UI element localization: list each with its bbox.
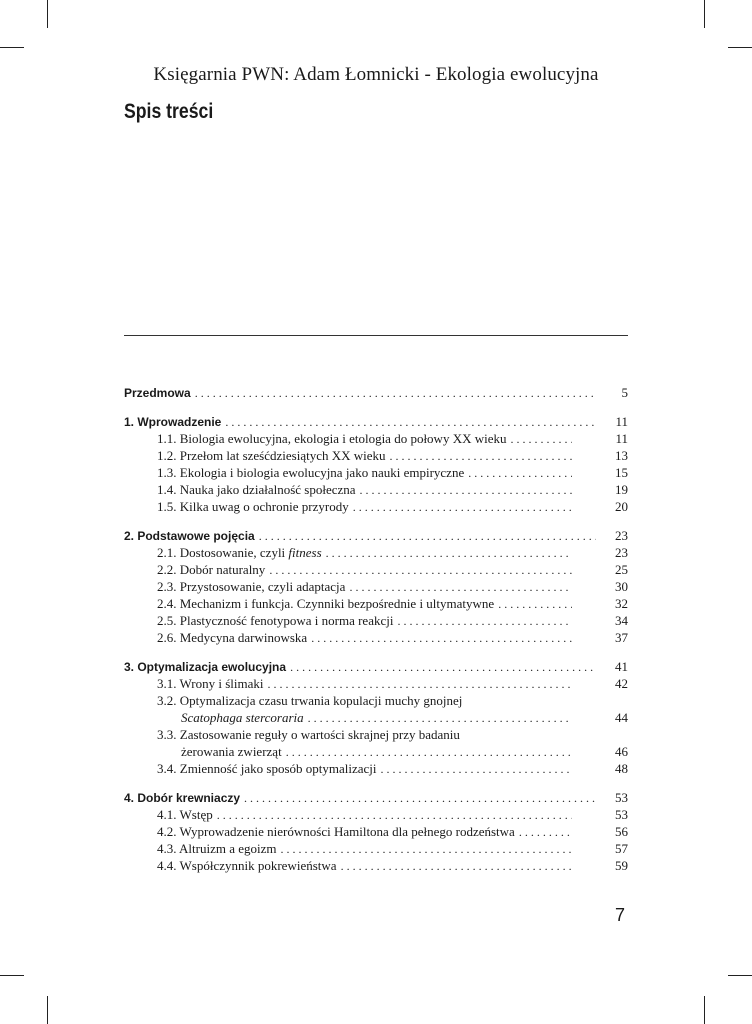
running-header: Księgarnia PWN: Adam Łomnicki - Ekologia ewolucyjna bbox=[153, 64, 599, 85]
toc-page-number: 57 bbox=[615, 841, 628, 856]
toc-page-number: 46 bbox=[615, 744, 628, 759]
toc-item[interactable] bbox=[124, 561, 628, 578]
toc-item-label: 2.6. Medycyna darwinowska bbox=[157, 630, 308, 645]
toc-item[interactable] bbox=[124, 595, 628, 612]
toc-item-label: 3.2. Optymalizacja czasu trwania kopulacji muchy gnojnej bbox=[157, 693, 463, 708]
toc-chapter-title: 4. Dobór krewniaczy bbox=[124, 791, 241, 805]
toc-chapter-heading[interactable] bbox=[124, 413, 628, 430]
leader-dots bbox=[498, 596, 572, 613]
crop-mark bbox=[47, 996, 48, 1024]
toc-page-number: 11 bbox=[615, 414, 628, 429]
toc-item-label: 4.3. Altruizm a egoizm bbox=[157, 841, 277, 856]
toc-item-label: 4.2. Wyprowadzenie nierówności Hamiltona dla pełnego rodzeństwa bbox=[157, 824, 515, 839]
toc-page-number: 32 bbox=[615, 596, 628, 611]
toc-item[interactable] bbox=[124, 760, 628, 777]
toc-page-number: 5 bbox=[621, 385, 628, 400]
toc-page-number: 25 bbox=[615, 562, 628, 577]
crop-mark bbox=[728, 975, 752, 976]
toc-item-label: 1.3. Ekologia i biologia ewolucyjna jako nauki empiryczne bbox=[157, 465, 465, 480]
toc-page-number: 37 bbox=[615, 630, 628, 645]
toc-item[interactable] bbox=[124, 726, 628, 743]
toc-item-label: 4.4. Współczynnik pokrewieństwa bbox=[157, 858, 337, 873]
toc-item[interactable] bbox=[124, 447, 628, 464]
leader-dots bbox=[349, 579, 572, 596]
crop-mark bbox=[704, 0, 705, 28]
leader-dots bbox=[269, 562, 572, 579]
toc-item[interactable] bbox=[124, 675, 628, 692]
leader-dots bbox=[381, 761, 572, 778]
toc-item-continuation[interactable] bbox=[124, 709, 628, 726]
leader-dots bbox=[390, 448, 572, 465]
toc-chapter-heading[interactable] bbox=[124, 658, 628, 675]
toc-item[interactable] bbox=[124, 481, 628, 498]
toc-item-label-continued: Scatophaga stercoraria bbox=[181, 710, 304, 725]
toc-page-number: 59 bbox=[615, 858, 628, 873]
toc-item-label: 1.5. Kilka uwag o ochronie przyrody bbox=[157, 499, 349, 514]
toc-page-number: 13 bbox=[615, 448, 628, 463]
crop-mark bbox=[728, 47, 752, 48]
toc-item[interactable] bbox=[124, 857, 628, 874]
toc-page-number: 23 bbox=[615, 545, 628, 560]
leader-dots bbox=[326, 545, 572, 562]
page-title: Spis treści bbox=[124, 100, 214, 123]
toc-page-number: 53 bbox=[615, 790, 628, 805]
crop-mark bbox=[704, 996, 705, 1024]
leader-dots bbox=[360, 482, 572, 499]
toc-page-number: 48 bbox=[615, 761, 628, 776]
toc-chapter-title: 1. Wprowadzenie bbox=[124, 415, 222, 429]
toc-item[interactable] bbox=[124, 692, 628, 709]
toc-item-label: 2.2. Dobór naturalny bbox=[157, 562, 266, 577]
toc-item[interactable] bbox=[124, 498, 628, 515]
leader-dots bbox=[281, 841, 572, 858]
leader-dots bbox=[519, 824, 572, 841]
toc-item-label: 4.1. Wstęp bbox=[157, 807, 213, 822]
leader-dots bbox=[217, 807, 572, 824]
toc-page-number: 44 bbox=[615, 710, 628, 725]
toc-page-number: 20 bbox=[615, 499, 628, 514]
leader-dots bbox=[225, 414, 596, 431]
toc-page-number: 42 bbox=[615, 676, 628, 691]
toc-item-label: 3.4. Zmienność jako sposób optymalizacji bbox=[157, 761, 377, 776]
toc-chapter bbox=[124, 658, 628, 777]
leader-dots bbox=[511, 431, 573, 448]
toc-item-label: 3.1. Wrony i ślimaki bbox=[157, 676, 264, 691]
toc-item-continuation[interactable] bbox=[124, 743, 628, 760]
crop-mark bbox=[0, 47, 24, 48]
toc-chapter-title: 3. Optymalizacja ewolucyjna bbox=[124, 660, 287, 674]
leader-dots bbox=[259, 528, 596, 545]
toc-item-label: 3.3. Zastosowanie reguły o wartości skrajnej przy badaniu bbox=[157, 727, 460, 742]
toc-item-label: 1.1. Biologia ewolucyjna, ekologia i etologia do połowy XX wieku bbox=[157, 431, 507, 446]
toc-chapter-heading[interactable] bbox=[124, 384, 628, 401]
toc-page-number: 19 bbox=[615, 482, 628, 497]
toc-item-label: 1.2. Przełom lat sześćdziesiątych XX wieku bbox=[157, 448, 386, 463]
toc-chapter-title: Przedmowa bbox=[124, 386, 191, 400]
toc-chapter-title: 2. Podstawowe pojęcia bbox=[124, 529, 255, 543]
leader-dots bbox=[195, 385, 596, 402]
toc-chapter bbox=[124, 527, 628, 646]
toc-page-number: 34 bbox=[615, 613, 628, 628]
toc-chapter bbox=[124, 413, 628, 515]
toc-chapter bbox=[124, 789, 628, 874]
toc-page-number: 23 bbox=[615, 528, 628, 543]
leader-dots bbox=[341, 858, 572, 875]
toc-page-number: 30 bbox=[615, 579, 628, 594]
toc-item-label: 1.4. Nauka jako działalność społeczna bbox=[157, 482, 356, 497]
toc-item[interactable] bbox=[124, 544, 628, 561]
divider bbox=[124, 335, 628, 336]
toc-item-label: 2.5. Plastyczność fenotypowa i norma reakcji bbox=[157, 613, 394, 628]
leader-dots bbox=[353, 499, 572, 516]
toc-item-label: 2.1. Dostosowanie, czyli fitness bbox=[157, 545, 322, 560]
toc-page-number: 56 bbox=[615, 824, 628, 839]
toc-item[interactable] bbox=[124, 430, 628, 447]
toc-chapter-heading[interactable] bbox=[124, 527, 628, 544]
leader-dots bbox=[267, 676, 572, 693]
toc-page-number: 53 bbox=[615, 807, 628, 822]
page-number: 7 bbox=[615, 905, 626, 925]
toc-item[interactable] bbox=[124, 840, 628, 857]
leader-dots bbox=[397, 613, 572, 630]
toc-page-number: 41 bbox=[615, 659, 628, 674]
toc-chapter-heading[interactable] bbox=[124, 789, 628, 806]
leader-dots bbox=[286, 744, 572, 761]
toc-chapter bbox=[124, 384, 628, 401]
toc-item-label-continued: żerowania zwierząt bbox=[181, 744, 282, 759]
toc-item[interactable] bbox=[124, 578, 628, 595]
toc-page-number: 15 bbox=[615, 465, 628, 480]
crop-mark bbox=[0, 975, 24, 976]
toc-item[interactable] bbox=[124, 823, 628, 840]
leader-dots bbox=[308, 710, 572, 727]
toc-item-label: 2.3. Przystosowanie, czyli adaptacja bbox=[157, 579, 346, 594]
toc-item[interactable] bbox=[124, 629, 628, 646]
leader-dots bbox=[311, 630, 572, 647]
toc-item[interactable] bbox=[124, 464, 628, 481]
crop-mark bbox=[47, 0, 48, 28]
leader-dots bbox=[290, 659, 596, 676]
leader-dots bbox=[244, 790, 596, 807]
table-of-contents bbox=[124, 384, 628, 886]
toc-page-number: 11 bbox=[615, 431, 628, 446]
toc-item[interactable] bbox=[124, 806, 628, 823]
toc-item[interactable] bbox=[124, 612, 628, 629]
leader-dots bbox=[468, 465, 572, 482]
toc-item-label: 2.4. Mechanizm i funkcja. Czynniki bezpośrednie i ultymatywne bbox=[157, 596, 495, 611]
